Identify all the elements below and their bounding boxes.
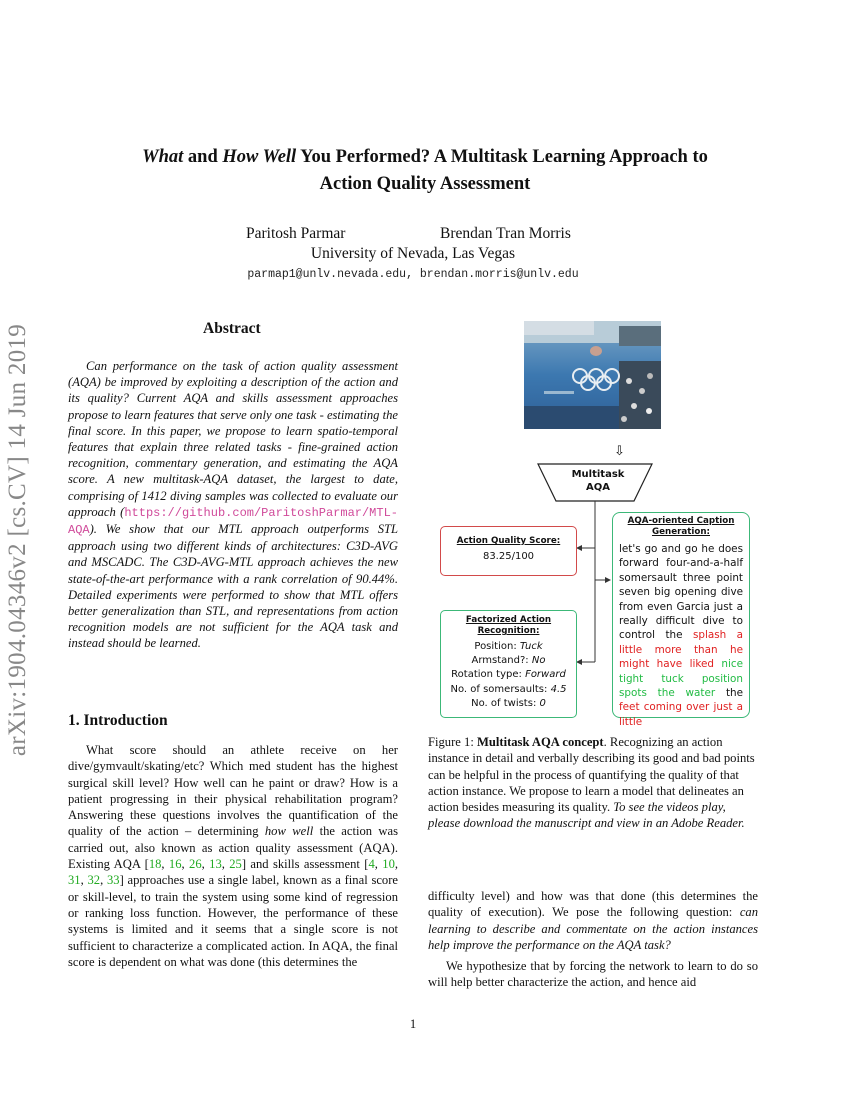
right-column-paragraph-1: [428, 888, 758, 953]
author-2: Brendan Tran Morris: [440, 225, 571, 242]
recognition-row: [441, 640, 576, 654]
recognition-title-colon: :: [535, 626, 540, 636]
arxiv-stamp-text: arXiv:1904.04346v2 [cs.CV] 14 Jun 2019: [4, 323, 31, 757]
action-quality-score-box: [440, 526, 577, 576]
github-link[interactable]: https://github.com/ParitoshParmar/MTL-AQA: [68, 505, 398, 538]
row-value: No: [531, 655, 546, 667]
affiliation: University of Nevada, Las Vegas: [310, 245, 516, 262]
caption-label: Figure 1:: [428, 735, 477, 749]
row-label: Position:: [474, 641, 520, 652]
paper-title: [60, 144, 790, 198]
recognition-row: [441, 654, 576, 668]
abstract-text-1: Can performance on the task of action quality assessment (AQA) be improved by exploiting a description of the action and its quality? Current AQA and skills assessment approaches propose to learn features that serve only one task - estimating the final score. In this paper, we propose to learn spatio-temporal features that explain three related tasks - fine-grained action recognition, commentary generation, and estimating the AQA score. A new multitask-AQA dataset, the largest to date, comprising of 1412 diving samples was collected to evaluate our approach (: [68, 359, 398, 519]
figure-caption: [428, 734, 758, 832]
recognition-row: [441, 697, 576, 711]
citation[interactable]: 4: [368, 857, 375, 872]
caption-plain: let's go and go he does forward four-and-a-half somersault three point seven big opening dive from even Garcia just a really difficult dive to control the: [619, 543, 743, 642]
title-what: What: [142, 147, 184, 167]
citation[interactable]: 13: [209, 857, 222, 872]
caption-negative-1: splash a little more than he might have liked: [619, 629, 743, 671]
score-title-colon: :: [556, 536, 561, 546]
caption-plain-2: the: [715, 687, 744, 700]
citation[interactable]: 10: [382, 857, 395, 872]
multitask-model-label: [538, 468, 658, 494]
citation[interactable]: 26: [189, 857, 202, 872]
title-line2: Action Quality Assessment: [319, 174, 531, 194]
score-box-title: [441, 536, 576, 547]
intro-italic: how well: [264, 824, 314, 839]
citation[interactable]: 16: [168, 857, 182, 872]
row-label: Rotation type:: [451, 669, 526, 681]
caption-bold: Multitask AQA concept: [476, 735, 604, 749]
citation[interactable]: 32: [87, 873, 101, 888]
author-emails: parmap1@unlv.nevada.edu, brendan.morris@unlv.edu: [247, 268, 579, 281]
recognition-row: [441, 683, 576, 697]
caption-positive: nice tight tuck position spots the water: [619, 658, 743, 700]
title-and: and: [187, 147, 218, 167]
recognition-box-title: [441, 615, 576, 637]
intro-heading: 1. Introduction: [68, 712, 168, 729]
score-value: 83.25/100: [482, 551, 535, 562]
author-1: Paritosh Parmar: [246, 225, 346, 242]
citation[interactable]: 18: [148, 857, 162, 872]
row-value: 0: [539, 697, 546, 709]
right-column-paragraph-2: We hypothesize that by forcing the network to learn to do so will help better characterize the action, and hence aid: [428, 959, 758, 990]
citation[interactable]: 33: [107, 873, 120, 888]
intro-body: What score should an athlete receive on her dive/gymvault/skating/etc? Which med student has the highest surgical skill level? How well can he paint or draw? How is a patient progressing in their physical rehabilitation program? Answering these questions involves the quantification of the quality of the action – determining how well the action was carried out, also known as action quality assessment (AQA). Existing AQA [18, 16, 26, 13, 25] and skills assessment [4, 10, 31, 32, 33] approaches use a single label, known as a final score or skill-level, to train the system using some kind of regression or ranking loss function. However, the performance of these systems is limited and it seems that a single score is not sufficient to characterize a complicated action. In AQA, the final score is dependent on what was done (this determines the: [68, 743, 399, 969]
recognition-rows: [441, 640, 576, 711]
citation[interactable]: 31: [68, 873, 81, 888]
caption-negative-2: feet coming over just a little: [619, 701, 743, 728]
factorized-recognition-box: [440, 610, 577, 718]
rcol-text-1: difficulty level) and how was that done (this determines the quality of execution). We pose the following question:: [428, 889, 758, 920]
caption-box-title: [613, 516, 749, 538]
abstract-text-2: ). We show that our MTL approach outperforms STL approach using two different kinds of architectures: C3D-AVG and MSCADC. The C3D-AVG-MTL approach achieves the new state-of-the-art performance with a rank correlation of 90.44%. Detailed experiments were performed to show that MTL offers better generalization than STL, and representations from action recognition models are not sufficient for the AQA task and instead should be learned.: [68, 522, 398, 651]
down-arrow-icon: ⇩: [614, 444, 625, 459]
abstract-body: [68, 358, 398, 652]
row-label: No. of twists:: [471, 697, 540, 709]
title-rest: You Performed? A Multitask Learning Approach to: [300, 147, 708, 167]
intro-text-1: What score should an athlete receive on her dive/gymvault/skating/etc? Which med student has the highest surgical skill level? How well can he paint or draw? How is a patient progressing in their physical rehabilitation program? Answering these questions involves the quantification of the quality of the action – determining: [68, 743, 398, 839]
score-title-text: Action Quality Score: [456, 536, 557, 546]
recognition-row: [441, 668, 576, 682]
row-value: 4.5: [550, 683, 567, 695]
row-label: Armstand?:: [471, 655, 532, 667]
caption-title-text: AQA-oriented Caption Generation: [627, 516, 735, 537]
recognition-title-text: Factorized Action Recognition: [465, 615, 552, 636]
citation[interactable]: 25: [229, 857, 242, 872]
page-number: 1: [409, 1017, 417, 1031]
caption-generation-box: [612, 512, 750, 728]
caption-italic: To see the videos play, please download the manuscript and view in an Adobe Reader.: [428, 800, 745, 831]
rcol-italic: can learning to describe and commentate on the action instances help improve the performance on the AQA task?: [428, 905, 758, 952]
row-value: Tuck: [519, 641, 543, 652]
model-label-line2: AQA: [586, 482, 610, 493]
row-label: No. of somersaults:: [450, 683, 551, 695]
caption-text: . Recognizing an action instance in detail and verbally describing its good and bad points can be helpful in the process of quantifying the quality of that action instance. We propose to learn a model that delineates an action besides measuring its quality.: [428, 735, 755, 815]
intro-text-3: ] and skills assessment [: [241, 857, 369, 872]
intro-text-4: ] approaches use a single label, known as a final score or skill-level, to train the system using some kind of regression or ranking loss function. However, the performance of these systems is limited and it seems that a single score is not sufficient to characterize a complicated action. In AQA, the final score is dependent on what was done (this determines the: [68, 873, 399, 969]
row-value: Forward: [525, 669, 566, 681]
generated-caption: [613, 538, 749, 729]
intro-text-2: the action was carried out, also known as action quality assessment (AQA). Existing AQA [: [68, 824, 399, 872]
title-how-well: How Well: [222, 147, 297, 167]
diving-video-frame[interactable]: [524, 321, 661, 429]
caption-title-colon: :: [706, 527, 710, 537]
diving-photo-icon: [524, 321, 661, 429]
model-label-line1: Multitask: [571, 469, 625, 480]
abstract-heading: Abstract: [203, 320, 261, 337]
arxiv-stamp: [4, 300, 44, 780]
